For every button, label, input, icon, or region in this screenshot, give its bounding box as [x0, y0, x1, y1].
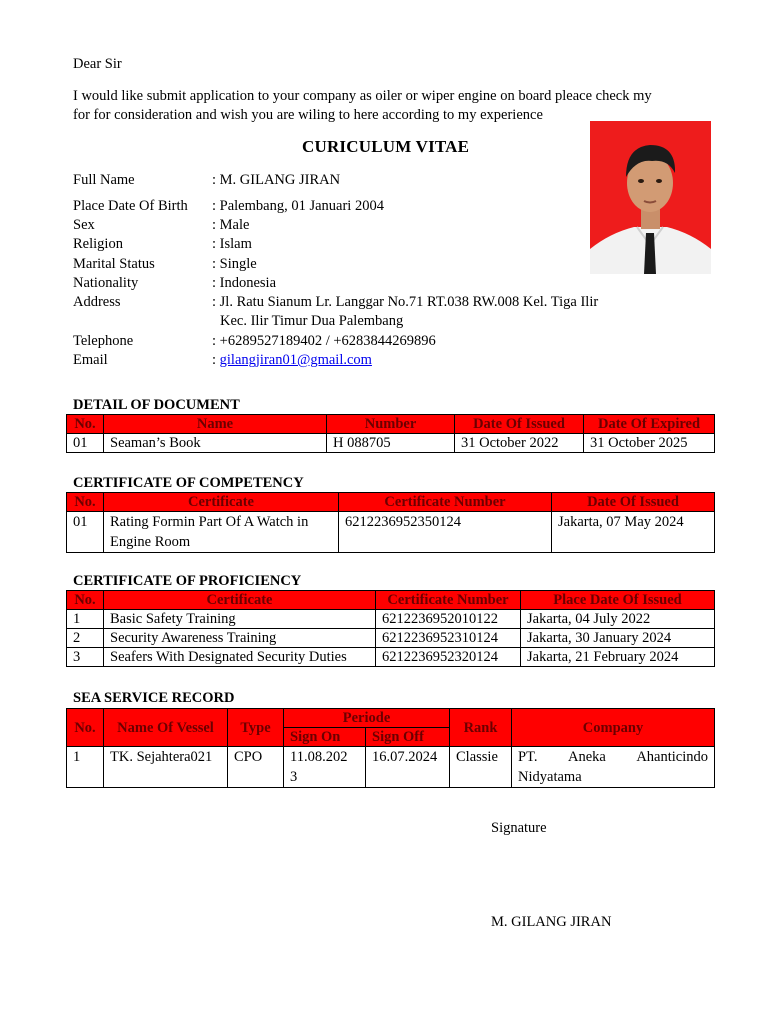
letter-line-1: I would like submit application to your company as oiler or wiper engine on board pleace check my	[73, 88, 652, 104]
marital-label: Marital Status	[73, 256, 155, 272]
cell: Classie	[450, 747, 512, 788]
cell: Seaman’s Book	[104, 434, 327, 453]
table-row	[67, 610, 715, 629]
marital-value: : Single	[212, 256, 257, 272]
col-header: No.	[67, 591, 104, 610]
col-header-periode: Periode	[284, 709, 450, 728]
col-header: Date Of Issued	[455, 415, 584, 434]
col-header: Place Date Of Issued	[521, 591, 715, 610]
col-header: No.	[67, 493, 104, 512]
cell: 3	[67, 648, 104, 667]
table-row	[67, 747, 715, 788]
email-label: Email	[73, 352, 108, 368]
full-name-label: Full Name	[73, 172, 135, 188]
cell: 01	[67, 434, 104, 453]
cell: Basic Safety Training	[104, 610, 376, 629]
cell: 01	[67, 512, 104, 553]
sea-service-heading: SEA SERVICE RECORD	[73, 690, 235, 706]
col-header-no: No.	[67, 709, 104, 747]
col-header-sign-off: Sign Off	[366, 728, 450, 747]
telephone-label: Telephone	[73, 333, 134, 349]
email-value	[212, 350, 372, 370]
col-header-vessel: Name Of Vessel	[104, 709, 228, 747]
cell: 2	[67, 629, 104, 648]
table-row	[67, 629, 715, 648]
company-word: Ahanticindo	[636, 749, 708, 765]
religion-label: Religion	[73, 236, 123, 252]
address-value: : Jl. Ratu Sianum Lr. Langgar No.71 RT.038 RW.008 Kel. Tiga Ilir	[212, 294, 599, 310]
documents-heading: DETAIL OF DOCUMENT	[73, 397, 240, 413]
email-link[interactable]: gilangjiran01@gmail.com	[219, 352, 372, 368]
company-word: Aneka	[567, 749, 606, 765]
sex-label: Sex	[73, 217, 95, 233]
cell	[104, 512, 339, 553]
cert-line-2: Engine Room	[110, 534, 191, 550]
col-header: Certificate	[104, 493, 339, 512]
cell: Jakarta, 04 July 2022	[521, 610, 715, 629]
sex-value: : Male	[212, 217, 250, 233]
cell: 6212236952350124	[339, 512, 552, 553]
full-name-value: : M. GILANG JIRAN	[212, 172, 341, 188]
signature-label: Signature	[491, 820, 547, 836]
profile-photo	[590, 121, 711, 274]
address-label: Address	[73, 294, 121, 310]
cell: Jakarta, 30 January 2024	[521, 629, 715, 648]
col-header-sign-on: Sign On	[284, 728, 366, 747]
cell: TK. Sejahtera021	[104, 747, 228, 788]
signature-name: M. GILANG JIRAN	[491, 914, 612, 930]
col-header: Date Of Issued	[552, 493, 715, 512]
col-header: Number	[327, 415, 455, 434]
birth-label: Place Date Of Birth	[73, 198, 188, 214]
col-header: Certificate Number	[339, 493, 552, 512]
nationality-value: : Indonesia	[212, 275, 277, 291]
table-header-row	[67, 591, 715, 610]
proficiency-table	[66, 590, 715, 667]
company-line-2: Nidyatama	[518, 769, 582, 785]
cert-line-1: Rating Formin Part Of A Watch in	[110, 514, 309, 530]
cell: 31 October 2025	[584, 434, 715, 453]
table-row	[67, 512, 715, 553]
sign-on-line-2: 3	[290, 769, 298, 785]
col-header-type: Type	[228, 709, 284, 747]
col-header: Certificate Number	[376, 591, 521, 610]
letter-line-2: for for consideration and wish you are wiling to here according to my experience	[73, 107, 543, 123]
company-line-1	[518, 747, 708, 767]
proficiency-heading: CERTIFICATE OF PROFICIENCY	[73, 573, 302, 589]
company-word: PT.	[518, 749, 538, 765]
cell: H 088705	[327, 434, 455, 453]
col-header: No.	[67, 415, 104, 434]
cell: 1	[67, 747, 104, 788]
table-header-row	[67, 709, 715, 728]
cell: Seafers With Designated Security Duties	[104, 648, 376, 667]
table-row	[67, 434, 715, 453]
sea-service-table	[66, 708, 715, 788]
sign-on-line-1: 11.08.202	[290, 749, 348, 765]
competency-heading: CERTIFICATE OF COMPETENCY	[73, 475, 304, 491]
religion-value: : Islam	[212, 236, 252, 252]
cell	[284, 747, 366, 788]
telephone-value: : +6289527189402 / +6283844269896	[212, 333, 436, 349]
cell: Jakarta, 21 February 2024	[521, 648, 715, 667]
col-header: Date Of Expired	[584, 415, 715, 434]
cell: 6212236952010122	[376, 610, 521, 629]
salutation: Dear Sir	[73, 56, 122, 72]
table-header-row	[67, 415, 715, 434]
cell: CPO	[228, 747, 284, 788]
cell: 1	[67, 610, 104, 629]
email-prefix: :	[212, 352, 220, 368]
documents-table	[66, 414, 715, 453]
birth-value: : Palembang, 01 Januari 2004	[212, 198, 384, 214]
cell: 31 October 2022	[455, 434, 584, 453]
table-header-row	[67, 493, 715, 512]
cv-title: CURICULUM VITAE	[302, 137, 470, 156]
cell	[512, 747, 715, 788]
cell: 16.07.2024	[366, 747, 450, 788]
address-value-line-2: Kec. Ilir Timur Dua Palembang	[220, 313, 404, 329]
col-header-company: Company	[512, 709, 715, 747]
cell: 6212236952310124	[376, 629, 521, 648]
table-row	[67, 648, 715, 667]
cell: Security Awareness Training	[104, 629, 376, 648]
col-header: Name	[104, 415, 327, 434]
cell: 6212236952320124	[376, 648, 521, 667]
competency-table	[66, 492, 715, 553]
col-header: Certificate	[104, 591, 376, 610]
col-header-rank: Rank	[450, 709, 512, 747]
cell: Jakarta, 07 May 2024	[552, 512, 715, 553]
nationality-label: Nationality	[73, 275, 139, 291]
